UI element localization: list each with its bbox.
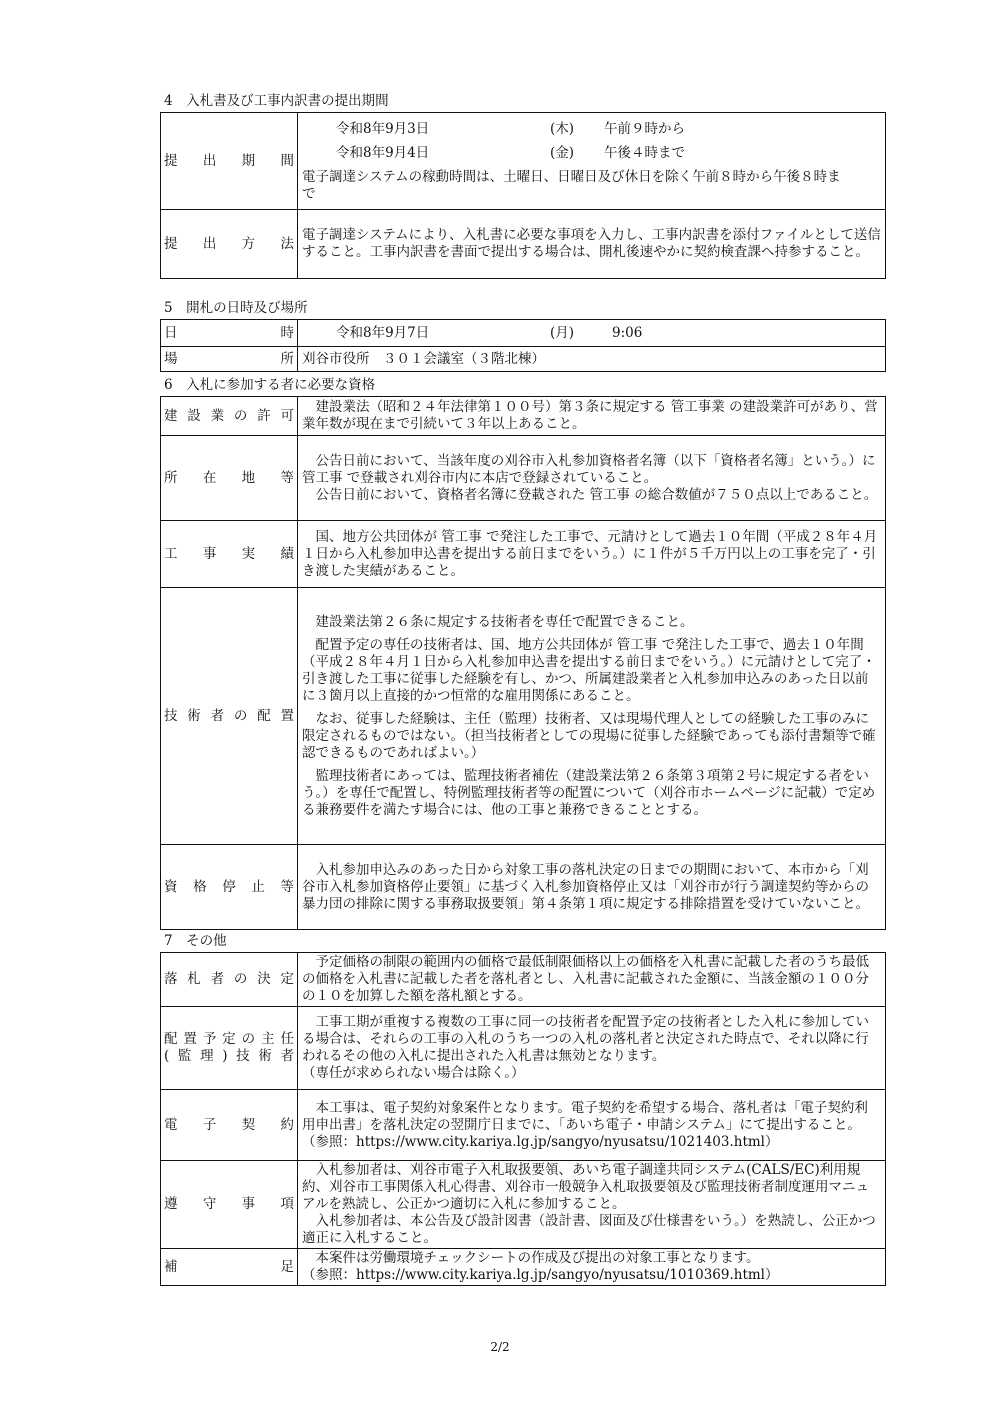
opening-table [160,319,886,372]
compliance-text [298,1161,886,1249]
method-text: 電子調達システムにより、入札書に必要な事項を入力し、工事内訳書を添付ファイルとして送信すること。工事内訳書を書面で提出する場合は、開札後速やかに契約検査課へ持参すること。 [298,210,886,279]
record-paragraph: 国、地方公共団体が 管工事 で発注した工事で、元請けとして過去１０年間（平成２８年４月１日から入札参加申込書を提出する前日までをいう。）に１件が５千万円以上の工事を完了・引き渡した実績があること。 [302,528,878,579]
winner-label: 落札者の決定 [161,953,298,1007]
opening-date: 令和8年9月7日 [336,324,430,341]
chief-label-line-1: 配置予定の主任 [164,1031,294,1047]
chief-paragraph: 工事工期が重複する複数の工事に同一の技術者を配置予定の技術者とした入札に参加している場合は、それらの工事の入札のうち一つの入札の落札者と決定された時点で、それ以降に行われるその他の入札に提出された入札書は無効となります。 [302,1014,869,1064]
engineer-paragraph-3: なお、従事した経験は、主任（監理）技術者、又は現場代理人としての経験した工事のみに限定されるものではない。（担当技術者としての現場に従事した経験であっても添付書類等で確認できるものであればよい。） [302,710,876,761]
compliance-paragraph-1: 入札参加者は、刈谷市電子入札取扱要領、あいち電子調達共同システム(CALS/EC)利用規約、刈谷市工事関係入札心得書、刈谷市一般競争入札取扱要領及び監理技術者制度運用マニュアルを熟読し、公正かつ適切に入札に参加すること。 [302,1162,869,1212]
record-label: 工 事 実 績 [161,521,298,588]
chief-engineer-label [161,1007,298,1090]
start-date: 令和8年9月3日 [336,120,430,137]
table-row [161,210,886,279]
table-row [161,1090,886,1161]
end-time: 午後４時まで [604,144,685,161]
econtract-label: 電 子 契 約 [161,1090,298,1161]
winner-text [298,953,886,1007]
record-text [298,521,886,588]
start-time: 午前９時から [604,120,685,137]
engineer-text [298,588,886,845]
end-day: (金) [550,144,575,161]
compliance-label: 遵 守 事 項 [161,1161,298,1249]
section-6-heading: 6 入札に参加する者に必要な資格 [164,377,376,393]
table-row [161,1007,886,1090]
engineer-paragraph-4: 監理技術者にあっては、監理技術者補佐（建設業法第２６条第３項第２号に規定する者をいう。）を専任で配置し、特例監理技術者等の配置について（刈谷市ホームページに記載）で定める兼務要件を満たす場合には、他の工事と兼務できることとする。 [302,767,876,818]
compliance-paragraph-2: 入札参加者は、本公告及び設計図書（設計書、図面及び仕様書をいう。）を熟読し、公正かつ適正に入札すること。 [302,1213,876,1246]
chief-note: （専任が求められない場合は除く。） [302,1065,525,1081]
table-row [161,588,886,845]
method-label: 提 出 方 法 [161,210,298,279]
notice-page [160,92,886,1286]
supplement-paragraph: 本案件は労働環境チェックシートの作成及び提出の対象工事となります。 [315,1250,760,1266]
table-row [161,347,886,372]
suspension-label: 資 格 停 止 等 [161,845,298,930]
table-row [161,436,886,521]
winner-paragraph: 予定価格の制限の範囲内の価格で最低制限価格以上の価格を入札書に記載した者のうち最低の価格を入札書に記載した者を落札者とし、入札書に記載された金額に、当該金額の１００分の１０を加算した額を落札額とする。 [302,954,869,1004]
supplement-label: 補 足 [161,1249,298,1286]
page-number: 2/2 [490,1340,510,1354]
engineer-label: 技術者の配置 [161,588,298,845]
table-row [161,521,886,588]
location-label: 所 在 地 等 [161,436,298,521]
submission-table [160,112,886,279]
end-date: 令和8年9月4日 [336,144,430,161]
datetime-label: 日 時 [161,320,298,347]
period-content [298,113,886,210]
operating-hours-note: 電子調達システムの稼動時間は、土曜日、日曜日及び休日を除く午前８時から午後８時まで [302,168,841,202]
table-row [161,113,886,210]
section-4-heading: 4 入札書及び工事内訳書の提出期間 [164,93,389,109]
opening-day: (月) [550,324,575,341]
place-text: 刈谷市役所 ３０１会議室（３階北棟） [298,347,886,372]
license-label: 建設業の許可 [161,397,298,436]
engineer-paragraph-2: 配置予定の専任の技術者は、国、地方公共団体が 管工事 で発注した工事で、過去１０年間（平成２８年４月１日から入札参加申込書を提出する前日までをいう。）に元請けとして完了・引き渡した工事に従事した経験を有し、かつ、所属建設業者と入札参加申込みのあった日以前に３箇月以上直接的かつ恒常的な雇用関係にあること。 [302,636,876,704]
location-paragraph-1: 公告日前において、当該年度の刈谷市入札参加資格者名簿（以下「資格者名簿」という。）に 管工事 で登載され刈谷市内に本店で登録されていること。 [302,452,876,486]
suspension-paragraph: 入札参加申込みのあった日から対象工事の落札決定の日までの期間において、本市から「刈谷市入札参加資格停止要領」に基づく入札参加資格停止又は「刈谷市が行う調達契約等からの暴力団の排除に関する事務取扱要領」第４条第１項に規定する排除措置を受けていないこと。 [302,861,869,912]
period-label: 提 出 期 間 [161,113,298,210]
datetime-content [298,320,886,347]
place-label: 場 所 [161,347,298,372]
location-text [298,436,886,521]
section-5-heading: 5 開札の日時及び場所 [164,300,308,316]
chief-engineer-text [298,1007,886,1090]
other-table [160,952,886,1286]
table-row [161,953,886,1007]
period-start-line [302,121,881,145]
datetime-line [302,325,881,342]
period-end-line [302,145,881,169]
opening-time: 9:06 [612,324,643,341]
license-paragraph: 建設業法（昭和２４年法律第１００号）第３条に規定する 管工事業 の建設業許可があり、営業年数が現在まで引続いて３年以上あること。 [302,399,878,432]
econtract-text [298,1090,886,1161]
start-day: (木) [550,120,575,137]
table-row [161,845,886,930]
table-row [161,1161,886,1249]
chief-label-line-2: (監理)技術者 [164,1048,294,1064]
location-paragraph-2: 公告日前において、資格者名簿に登載された 管工事 の総合数値が７５０点以上であること。 [315,486,878,503]
qualification-table [160,396,886,930]
table-row [161,1249,886,1286]
table-row [161,397,886,436]
econtract-reference-link[interactable]: （参照：https://www.city.kariya.lg.jp/sangyo/nyusatsu/1021403.html） [302,1133,779,1150]
engineer-paragraph-1: 建設業法第２６条に規定する技術者を専任で配置できること。 [315,613,694,630]
supplement-text [298,1249,886,1286]
suspension-text [298,845,886,930]
table-row [161,320,886,347]
section-7-heading: 7 その他 [164,933,227,949]
supplement-reference-link[interactable]: （参照：https://www.city.kariya.lg.jp/sangyo/nyusatsu/1010369.html） [302,1267,779,1283]
econtract-paragraph: 本工事は、電子契約対象案件となります。電子契約を希望する場合、落札者は「電子契約利用申出書」を落札決定の翌開庁日までに、「あいち電子・申請システム」にて提出すること。 [302,1099,868,1133]
license-text [298,397,886,436]
